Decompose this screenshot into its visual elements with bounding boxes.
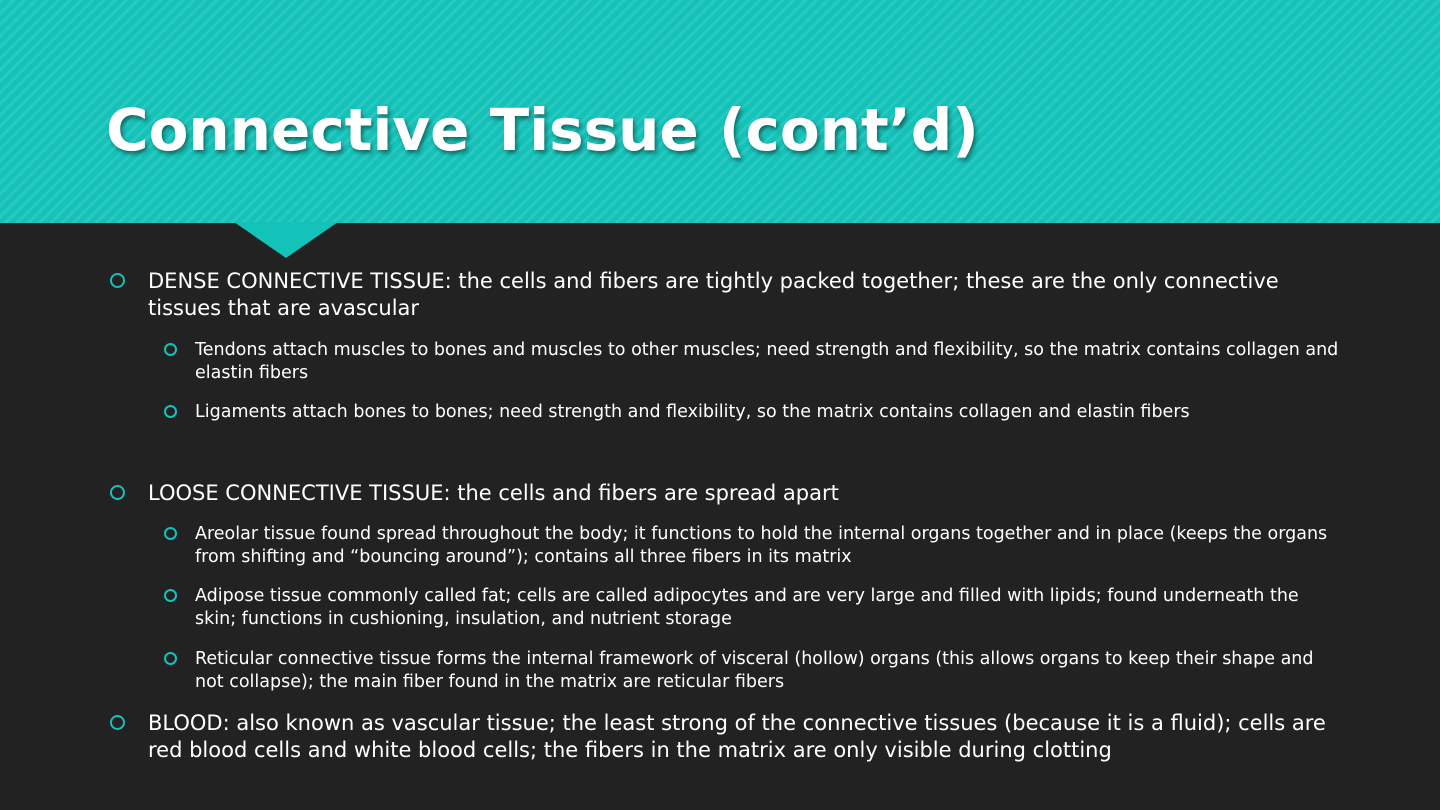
bullet-loose-connective-tissue xyxy=(148,480,1348,507)
sub-bullet-text: Tendons attach muscles to bones and muscles to other muscles; need strength and flexibility, so the matrix contains collagen and elastin fibers xyxy=(195,340,1339,383)
sub-bullet-reticular-tissue xyxy=(195,648,1345,694)
bullet-circle-icon xyxy=(164,652,177,665)
sub-bullet-tendons xyxy=(195,339,1345,385)
sub-bullet-text: Reticular connective tissue forms the internal framework of visceral (hollow) organs (this allows organs to keep their shape and not collapse); the main fiber found in the matrix are reticular fibers xyxy=(195,649,1314,692)
bullet-text: DENSE CONNECTIVE TISSUE: the cells and fibers are tightly packed together; these are the only connective tissues that are avascular xyxy=(148,269,1279,320)
bullet-circle-icon xyxy=(110,273,125,288)
sub-bullet-ligaments xyxy=(195,401,1345,424)
sub-bullet-text: Ligaments attach bones to bones; need strength and flexibility, so the matrix contains collagen and elastin fibers xyxy=(195,402,1190,422)
bullet-text: BLOOD: also known as vascular tissue; the least strong of the connective tissues (because it is a fluid); cells are red blood cells and white blood cells; the fibers in the matrix are only visible during clotting xyxy=(148,711,1326,762)
bullet-text: LOOSE CONNECTIVE TISSUE: the cells and fibers are spread apart xyxy=(148,481,839,505)
sub-bullet-adipose-tissue xyxy=(195,585,1345,631)
bullet-circle-icon xyxy=(164,589,177,602)
bullet-blood xyxy=(148,710,1348,764)
sub-bullet-areolar-tissue xyxy=(195,523,1345,569)
bullet-circle-icon xyxy=(164,405,177,418)
slide-title: Connective Tissue (cont’d) xyxy=(106,96,979,164)
bullet-circle-icon xyxy=(164,343,177,356)
sub-bullet-text: Areolar tissue found spread throughout the body; it functions to hold the internal organs together and in place (keeps the organs from shifting and “bouncing around”); contains all three fibers in its matrix xyxy=(195,524,1328,567)
sub-bullet-text: Adipose tissue commonly called fat; cells are called adipocytes and are very large and filled with lipids; found underneath the skin; functions in cushioning, insulation, and nutrient storage xyxy=(195,586,1299,629)
bullet-dense-connective-tissue xyxy=(148,268,1348,322)
bullet-circle-icon xyxy=(110,715,125,730)
bullet-circle-icon xyxy=(110,485,125,500)
bullet-circle-icon xyxy=(164,527,177,540)
